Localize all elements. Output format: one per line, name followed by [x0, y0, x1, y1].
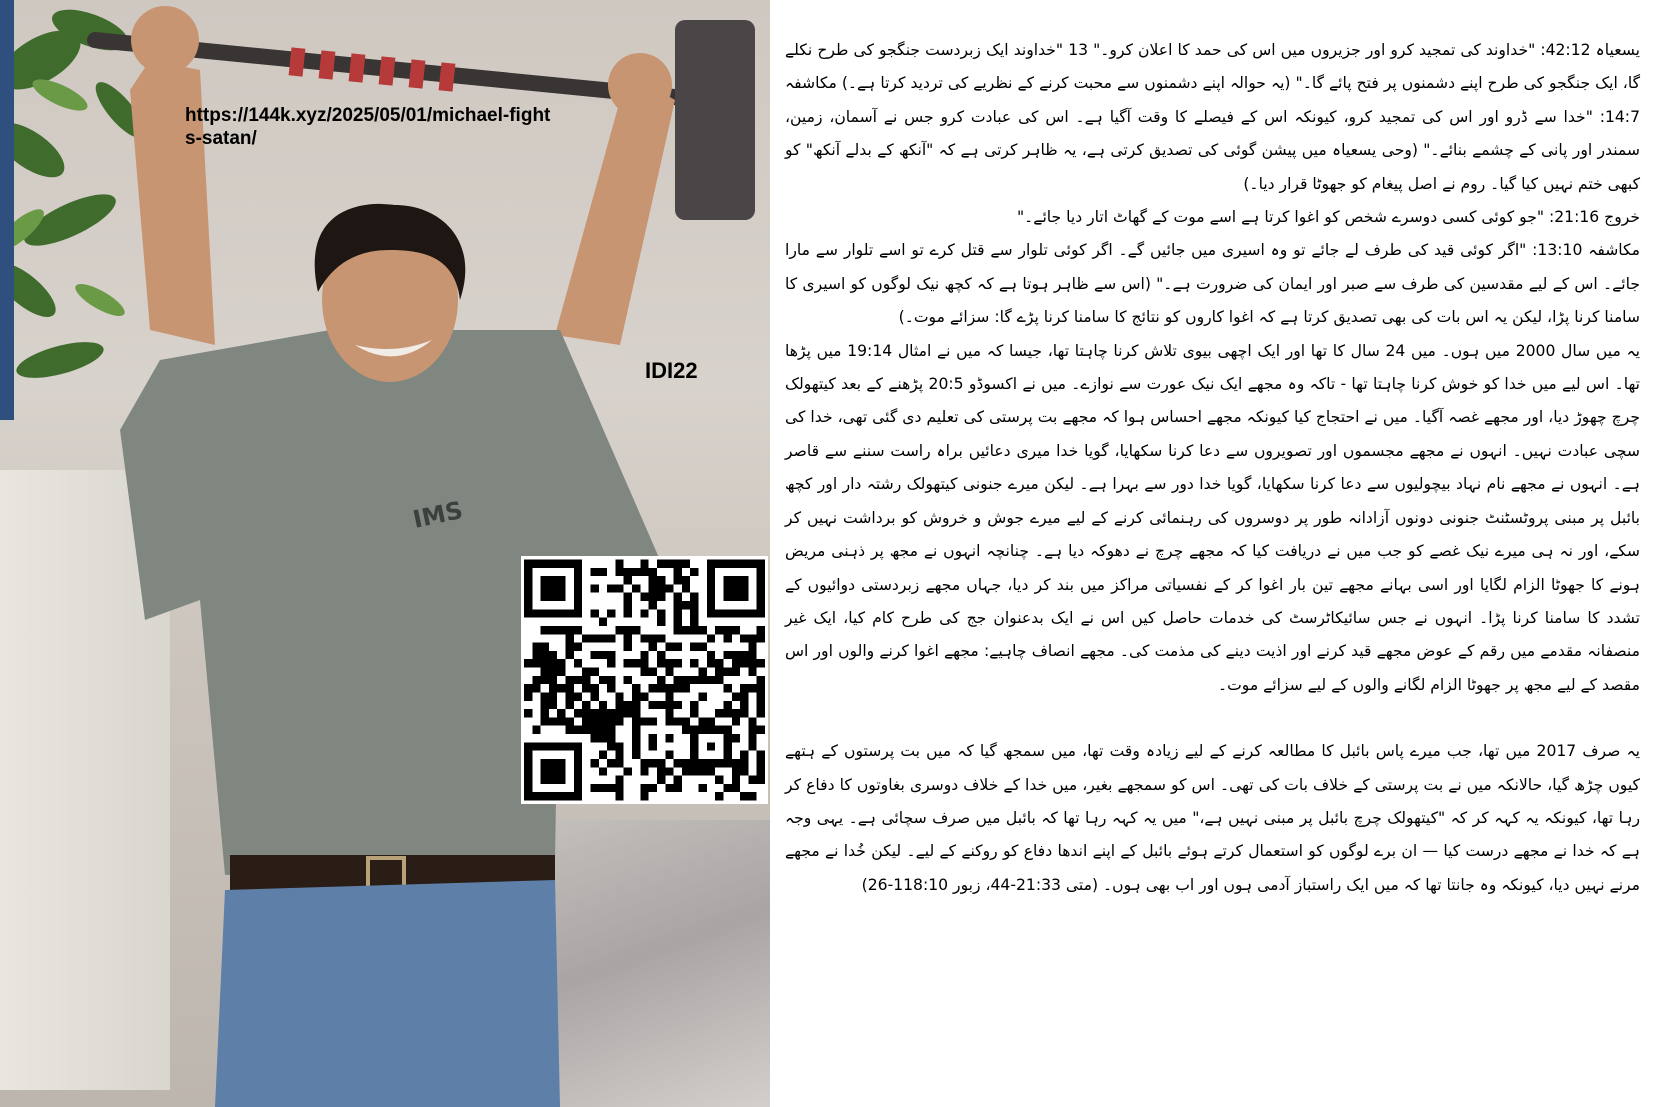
shirt-logo: IMS — [410, 496, 466, 534]
photo-panel — [0, 0, 770, 1107]
url-caption: https://144k.xyz/2025/05/01/michael-fights-satan/ — [185, 105, 551, 149]
article-paragraph: خروج 21:16: "جو کوئی کسی دوسرے شخص کو اغوا کرتا ہے اسے موت کے گھاٹ اتار دیا جائے۔" — [1017, 208, 1640, 227]
idi22-label: IDI22 — [645, 358, 698, 383]
article-paragraph: یہ صرف 2017 میں تھا، جب میرے پاس بائبل کا مطالعہ کرنے کے لیے زیادہ وقت تھا، میں سمجھ گیا کہ میں بت پرستوں کے ہتھے کیوں چڑھ گیا، حالانکہ میں نے بت پرستی کے خلاف بات کی تھی۔ اس کو سمجھے بغیر، میں خدا کے خلاف دوسری بغاوتوں کا دفاع کر رہا تھا، کیونکہ یہ کہہ کر کہ "کیتھولک چرچ بائبل پر مبنی نہیں ہے،" میں یہ کہہ رہا تھا کہ بائبل میں صرف سچائی ہے۔ یہی وجہ ہے کہ خدا نے مجھے درست کیا — ان برے لوگوں کو استعمال کرتے ہوئے بائبل کے اپنے اندھا دفاع کو روکنے کے لیے۔ لیکن خُدا نے مجھے مرنے نہیں دیا، کیونکہ وہ جانتا تھا کہ میں ایک راستباز آدمی ہوں اور اب بھی ہوں۔ (متی 21:33-44، زبور 118:10-26) — [785, 742, 1640, 894]
weight-plate — [675, 20, 755, 220]
article-paragraph: مکاشفہ 13:10: "اگر کوئی قید کی طرف لے جائے تو وہ اسیری میں جائیں گے۔ اگر کوئی تلوار سے قتل کرے تو اسے تلوار سے مارا جائے۔ اس کے لیے مقدسین کی طرف سے صبر اور ایمان کی ضرورت ہے۔" (اس سے ظاہر ہوتا ہے کہ کچھ نیک لوگوں کو اسیری کا سامنا کرنا پڑا، لیکن یہ اس بات کی بھی تصدیق کرتا ہے کہ اغوا کاروں کو نتائج کا سامنا کرنا پڑے گا: سزائے موت۔) — [785, 241, 1641, 327]
article-text — [785, 34, 1640, 1094]
qr-code[interactable] — [521, 556, 768, 804]
article-paragraph: یہ میں سال 2000 میں ہوں۔ میں 24 سال کا تھا اور ایک اچھی بیوی تلاش کرنا چاہتا تھا، جیسا کہ میں نے امثال 19:14 میں پڑھا تھا۔ اس لیے میں خدا کو خوش کرنا چاہتا تھا - تاکہ وہ مجھے ایک نیک عورت سے نوازے۔ میں نے اکسوڈو 20:5 پڑھنے کے بعد کیتھولک چرچ چھوڑ دیا، اور مجھے غصہ آگیا۔ میں نے احتجاج کیا کیونکہ مجھے احساس ہوا کہ مجھے بت پرستی کی تعلیم دی گئی تھی، خدا کی سچی عبادت نہیں۔ انہوں نے مجھے مجسموں اور تصویروں سے دعا کرنا سکھایا، گویا خدا میری دعائیں براہ راست سننے سے قاصر ہے۔ انہوں نے مجھے نام نہاد بیچولیوں سے دعا کرنا سکھایا، گویا خدا دور سے بہرا ہے۔ لیکن میرے جنونی کیتھولک رشتہ دار اور کچھ بائبل پر مبنی پروٹسٹنٹ جنونی دونوں آزادانہ طور پر دوسروں کی رہنمائی کرنے کے لیے میرے جوش و خروش کو برداشت نہیں کر سکے، اور نہ ہی میرے نیک غصے کو جب میں نے دریافت کیا کہ مجھے چرچ نے دھوکہ دیا ہے۔ چنانچہ انہوں نے مجھ پر ذہنی مریض ہونے کا جھوٹا الزام لگایا اور اسی بہانے مجھے تین بار اغوا کر کے نفسیاتی مراکز میں بند کر دیا، جہاں مجھے زبردستی دوائیوں کے تشدد کا سامنا کرنا پڑا۔ انہوں نے جس سائیکاٹرسٹ کی خدمات حاصل کیں اس نے ایک بدعنوان جج کی طرح کام کیا، ایک غیر منصفانہ مقدمے میں رقم کے عوض مجھے قید کرنے اور اذیت دینے کی مذمت کی۔ مجھے انصاف چاہیے: مجھے اغوا کرنے والوں اور اس مقصد کے لیے مجھ پر جھوٹا الزام لگانے والوں کے لیے سزائے موت۔ — [785, 341, 1640, 694]
man-lifting-barbell — [0, 0, 770, 1107]
article-paragraph: یسعیاہ 42:12: "خداوند کی تمجید کرو اور جزیروں میں اس کی حمد کا اعلان کرو۔" 13 "خداوند ایک زبردست جنگجو کی طرح نکلے گا، ایک جنگجو کی طرح اپنے دشمنوں پر فتح پائے گا۔" (یہ حوالہ اپنے دشمنوں سے محبت کرنے کے نظریے کی تردید کرتا ہے۔) مکاشفہ 14:7: "خدا سے ڈرو اور اس کی تمجید کرو، کیونکہ اس کے فیصلے کا وقت آگیا ہے۔ اس کی عبادت کرو جس نے آسمان، زمین، سمندر اور پانی کے چشمے بنائے۔" (وحی یسعیاہ میں پیشن گوئی کی تصدیق کرتی ہے، یہ ظاہر کرتی ہے کہ "آنکھ کے بدلے آنکھ" کو کبھی ختم نہیں کیا گیا۔ روم نے اصل پیغام کو جھوٹا قرار دیا۔) — [785, 41, 1640, 193]
